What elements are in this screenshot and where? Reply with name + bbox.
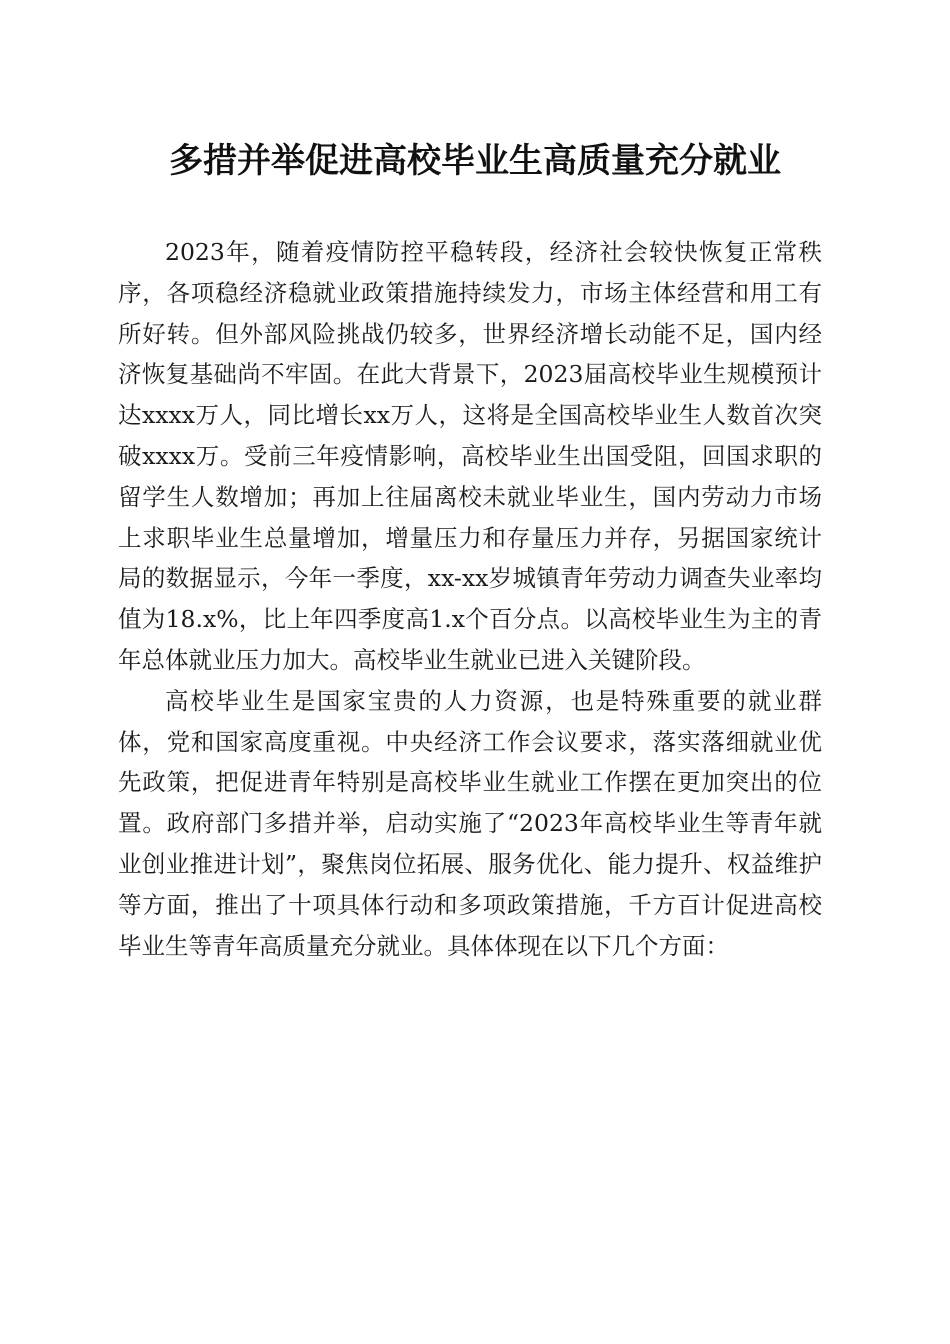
document-title: 多措并举促进高校毕业生高质量充分就业: [169, 141, 781, 181]
paragraph-2: 高校毕业生是国家宝贵的人力资源，也是特殊重要的就业群体，党和国家高度重视。中央经济工作会议要求，落实落细就业优先政策，把促进青年特别是高校毕业生就业工作摆在更加突出的位置。政府部门多措并举，启动实施了“2023年高校毕业生等青年就业创业推进计划”，聚焦岗位拓展、服务优化、能力提升、权益维护等方面，推出了十项具体行动和多项政策措施，千方百计促进高校毕业生等青年高质量充分就业。具体体现在以下几个方面：: [118, 686, 822, 960]
document-body: [118, 232, 822, 966]
paragraph-1: 2023年，随着疫情防控平稳转段，经济社会较快恢复正常秩序，各项稳经济稳就业政策措施持续发力，市场主体经营和用工有所好转。但外部风险挑战仍较多，世界经济增长动能不足，国内经济恢复基础尚不牢固。在此大背景下，2023届高校毕业生规模预计达xxxx万人，同比增长xx万人，这将是全国高校毕业生人数首次突破xxxx万。受前三年疫情影响，高校毕业生出国受阻，回国求职的留学生人数增加；再加上往届离校未就业毕业生，国内劳动力市场上求职毕业生总量增加，增量压力和存量压力并存，另据国家统计局的数据显示，今年一季度，xx-xx岁城镇青年劳动力调查失业率均值为18.x%，比上年四季度高1.x个百分点。以高校毕业生为主的青年总体就业压力加大。高校毕业生就业已进入关键阶段。: [118, 238, 822, 674]
